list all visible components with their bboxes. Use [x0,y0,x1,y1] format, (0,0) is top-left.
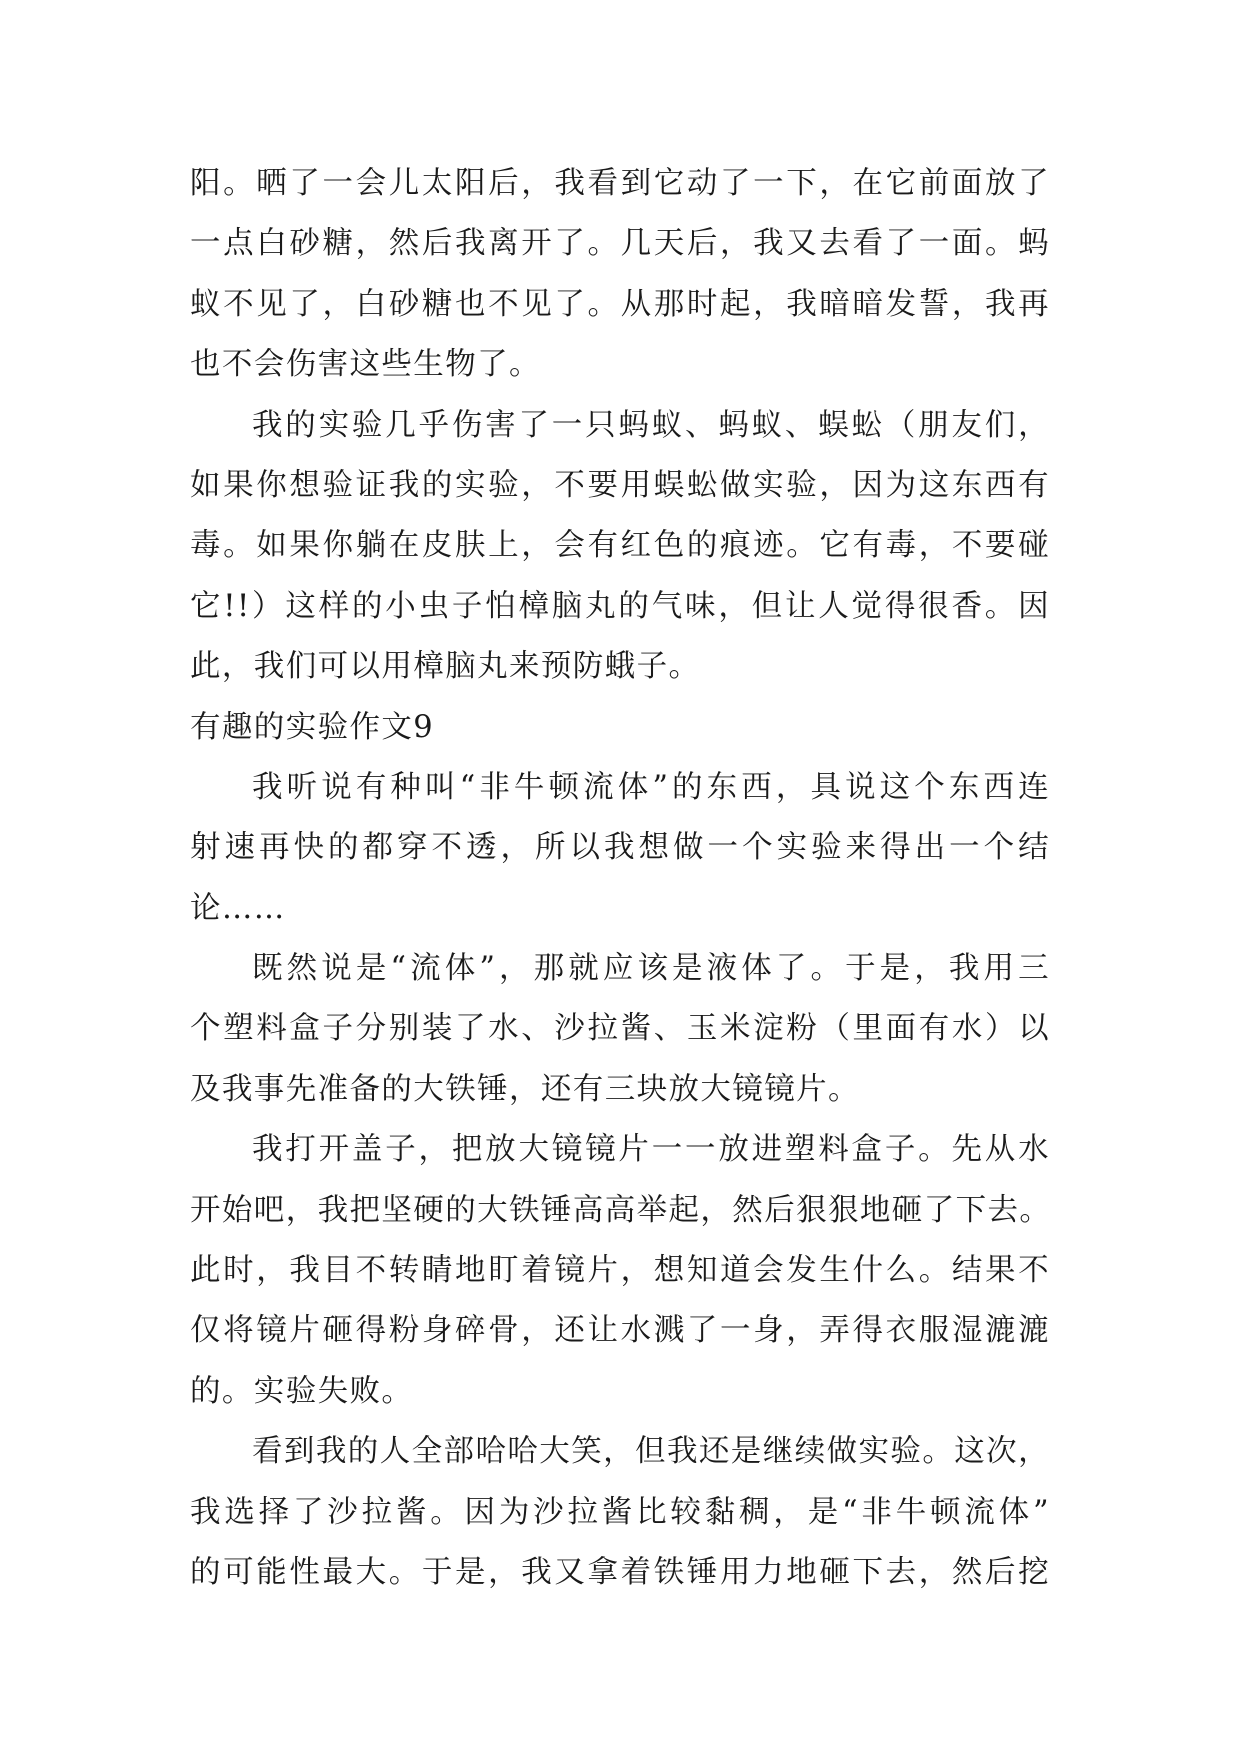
text-line: 我选择了沙拉酱。因为沙拉酱比较黏稠，是“非牛顿流体” [190,1494,1050,1530]
text-line: 既然说是“流体”，那就应该是液体了。于是，我用三 [252,951,1050,987]
text-line: 开始吧，我把坚硬的大铁锤高高举起，然后狠狠地砸了下去。 [190,1192,1052,1228]
text-line: 毒。如果你躺在皮肤上，会有红色的痕迹。它有毒，不要碰 [190,528,1050,564]
paragraph [190,939,1050,1120]
section-heading: 有趣的实验作文9 [190,709,435,745]
text-line: 个塑料盒子分别装了水、沙拉酱、玉米淀粉（里面有水）以 [190,1011,1050,1047]
text-line: 也不会伤害这些生物了。 [190,347,541,383]
text-line: 我的实验几乎伤害了一只蚂蚁、蚂蚁、蜈蚣（朋友们， [252,407,1050,443]
text-line: 仅将镜片砸得粉身碎骨，还让水溅了一身，弄得衣服湿漉漉 [190,1313,1050,1349]
text-line: 及我事先准备的大铁锤，还有三块放大镜镜片。 [190,1071,860,1107]
paragraph [190,1120,1050,1422]
paragraph [190,758,1050,939]
text-line: 它!!）这样的小虫子怕樟脑丸的气味，但让人觉得很香。因 [190,588,1050,624]
text-line: 此时，我目不转睛地盯着镜片，想知道会发生什么。结果不 [190,1253,1050,1289]
text-line: 看到我的人全部哈哈大笑，但我还是继续做实验。这次， [252,1434,1050,1470]
document-body [190,154,1050,1603]
text-line: 阳。晒了一会儿太阳后，我看到它动了一下，在它前面放了 [190,166,1050,201]
text-line: 的。实验失败。 [190,1373,414,1409]
text-line: 的可能性最大。于是，我又拿着铁锤用力地砸下去，然后挖 [190,1554,1050,1590]
text-line: 我听说有种叫“非牛顿流体”的东西，具说这个东西连 [252,769,1050,805]
text-line: 我打开盖子，把放大镜镜片一一放进塑料盒子。先从水 [252,1132,1050,1168]
text-line: 射速再快的都穿不透，所以我想做一个实验来得出一个结 [190,830,1050,866]
paragraph [190,1422,1050,1603]
text-line: 蚁不见了，白砂糖也不见了。从那时起，我暗暗发誓，我再 [190,286,1050,322]
text-line: 此，我们可以用樟脑丸来预防蛾子。 [190,649,701,685]
paragraph [190,154,1050,396]
paragraph [190,396,1050,698]
text-line: 如果你想验证我的实验，不要用蜈蚣做实验，因为这东西有 [190,467,1050,503]
text-line: 一点白砂糖，然后我离开了。几天后，我又去看了一面。蚂 [190,226,1050,262]
text-line: 论…… [190,890,286,926]
